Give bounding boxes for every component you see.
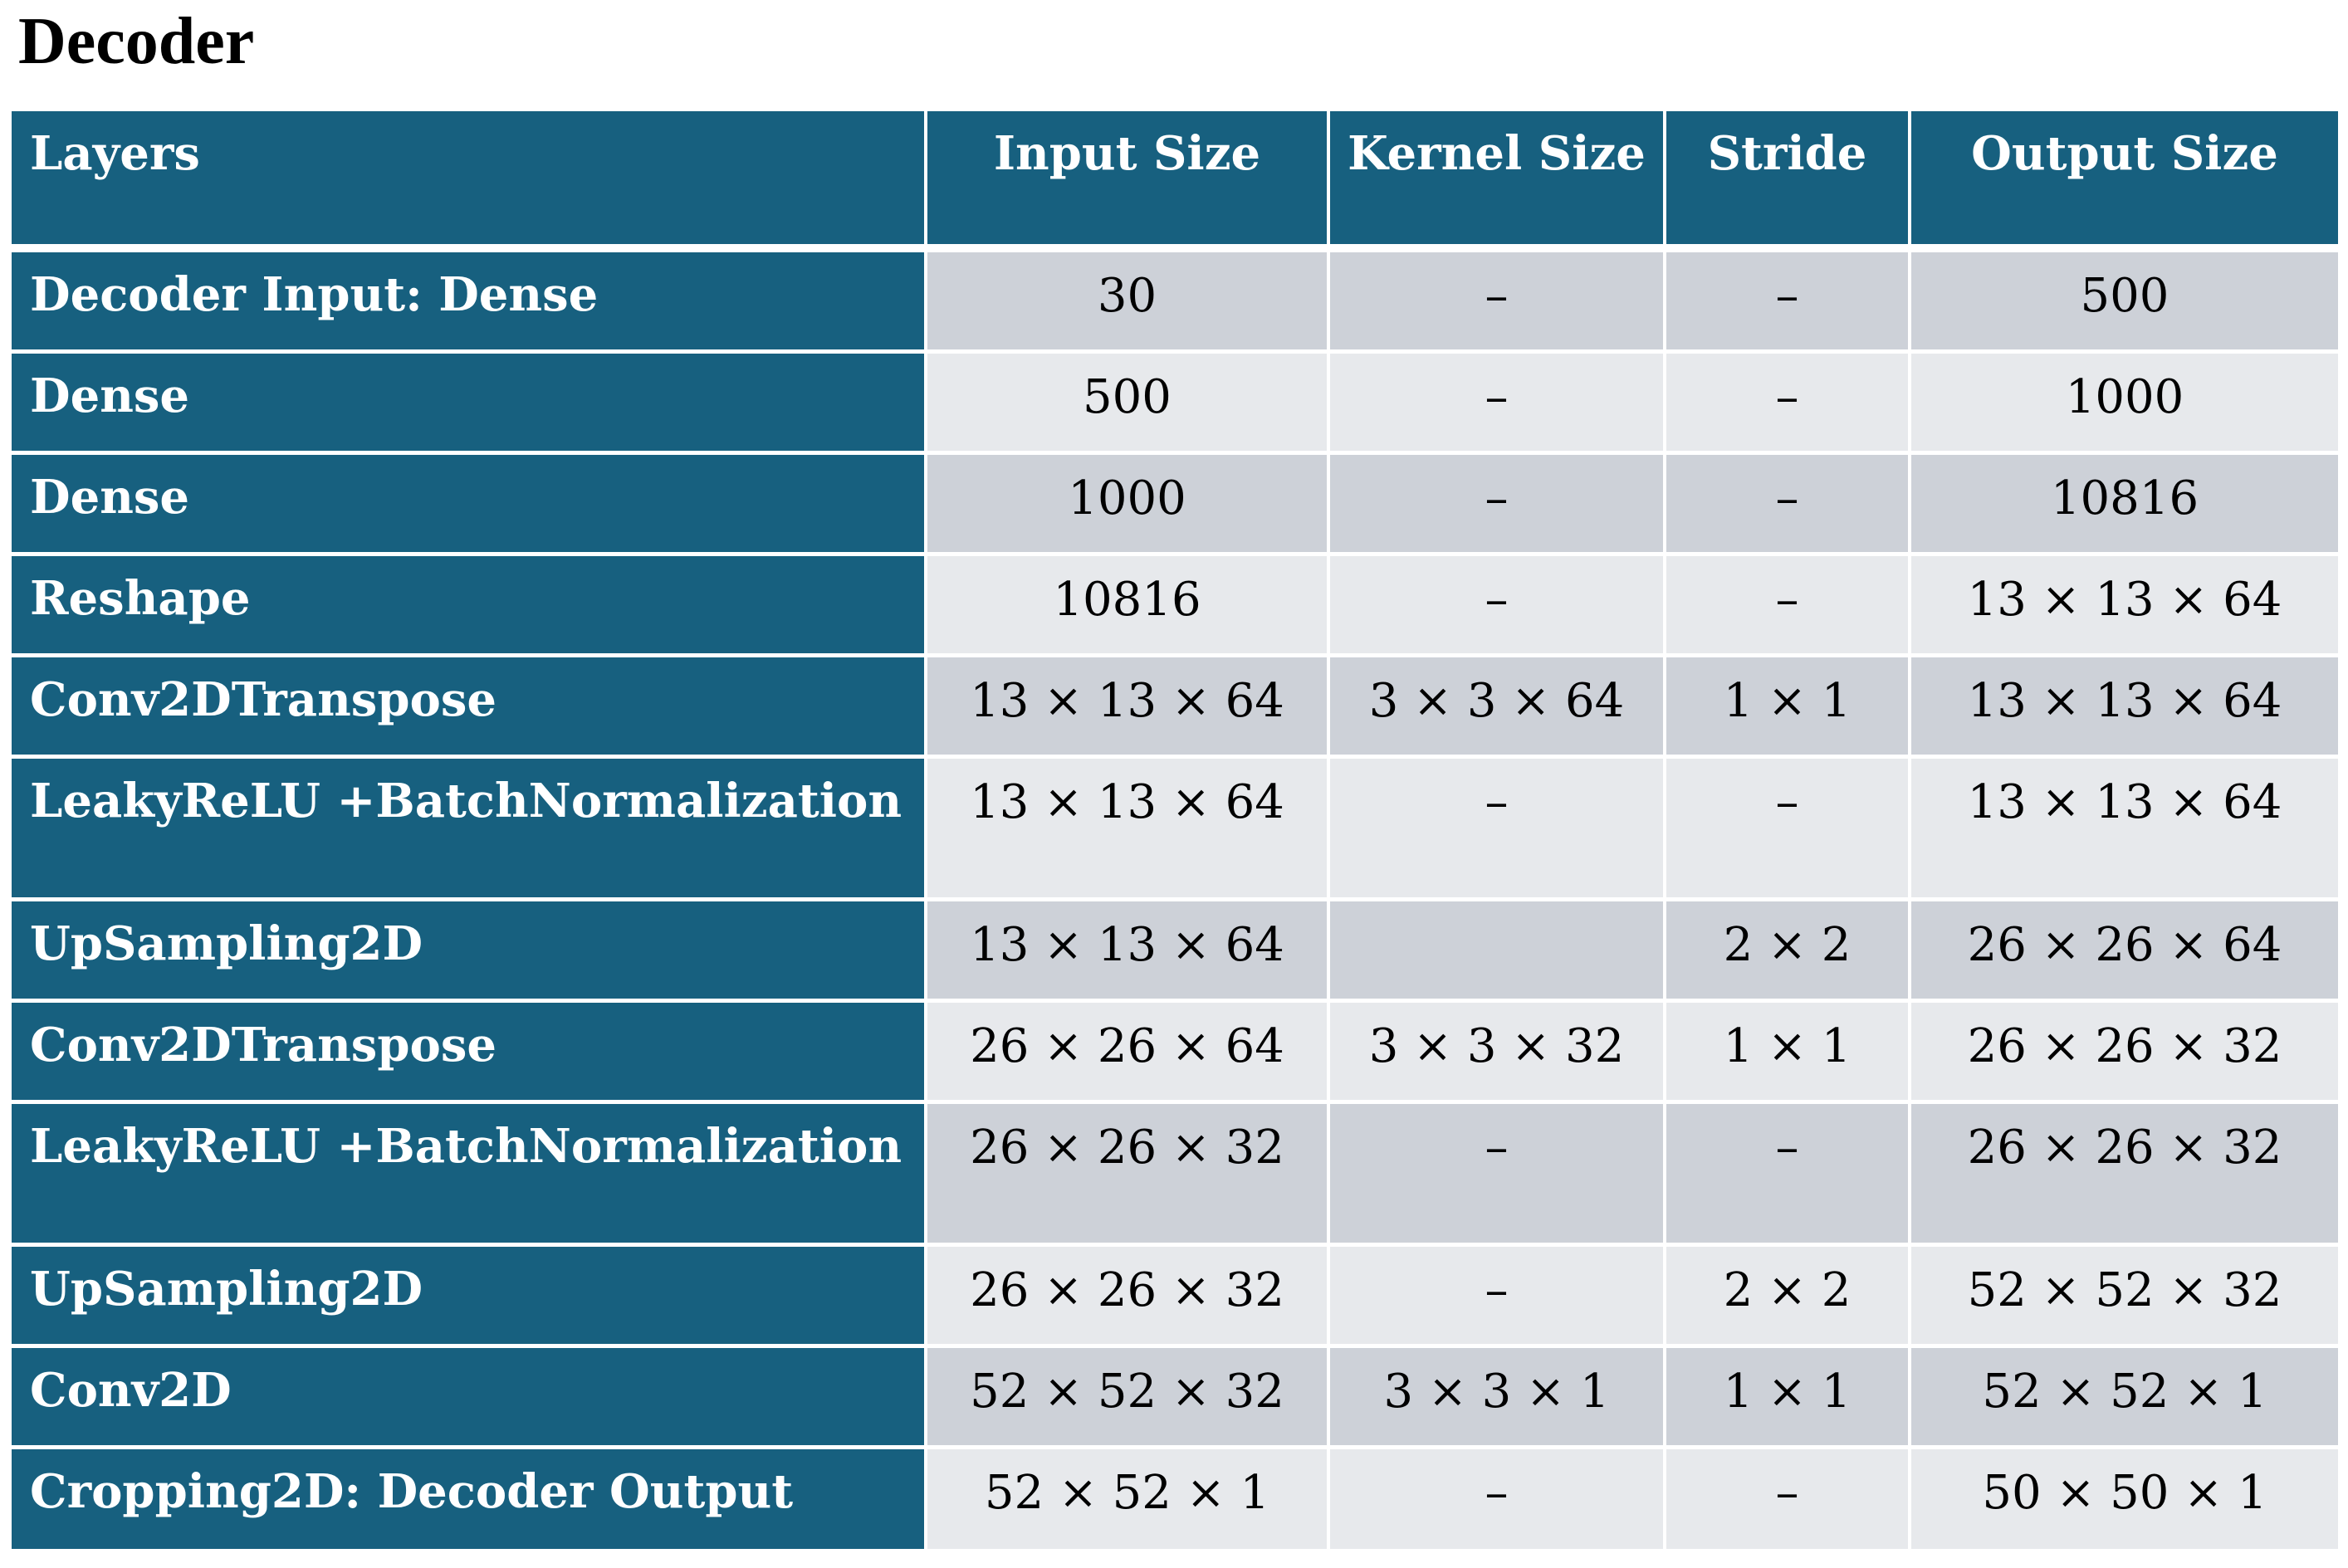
layer-cell: Dense bbox=[12, 354, 927, 455]
layer-cell: UpSampling2D bbox=[12, 901, 927, 1003]
layer-cell: Cropping2D: Decoder Output bbox=[12, 1449, 927, 1549]
kernel-size-cell bbox=[1330, 901, 1666, 1003]
table-row bbox=[12, 1247, 2338, 1348]
output-size-cell: 13 × 13 × 64 bbox=[1911, 759, 2338, 901]
table-row bbox=[12, 901, 2338, 1003]
stride-cell: – bbox=[1666, 455, 1911, 556]
table-row bbox=[12, 1104, 2338, 1247]
table-row bbox=[12, 354, 2338, 455]
input-size-cell: 13 × 13 × 64 bbox=[927, 901, 1330, 1003]
header-row bbox=[12, 111, 2338, 252]
layer-cell: LeakyReLU +BatchNormalization bbox=[12, 759, 927, 901]
layer-cell: Reshape bbox=[12, 556, 927, 657]
input-size-cell: 500 bbox=[927, 354, 1330, 455]
stride-cell: 2 × 2 bbox=[1666, 1247, 1911, 1348]
stride-cell: 1 × 1 bbox=[1666, 657, 1911, 759]
header-input-size: Input Size bbox=[927, 111, 1330, 252]
kernel-size-cell: 3 × 3 × 1 bbox=[1330, 1348, 1666, 1449]
table-row bbox=[12, 759, 2338, 901]
stride-cell: 1 × 1 bbox=[1666, 1003, 1911, 1104]
input-size-cell: 10816 bbox=[927, 556, 1330, 657]
table-row bbox=[12, 455, 2338, 556]
stride-cell: – bbox=[1666, 759, 1911, 901]
input-size-cell: 26 × 26 × 32 bbox=[927, 1247, 1330, 1348]
layer-cell: Decoder Input: Dense bbox=[12, 252, 927, 354]
layer-cell: Conv2D bbox=[12, 1348, 927, 1449]
output-size-cell: 50 × 50 × 1 bbox=[1911, 1449, 2338, 1549]
output-size-cell: 1000 bbox=[1911, 354, 2338, 455]
input-size-cell: 26 × 26 × 64 bbox=[927, 1003, 1330, 1104]
page-title: Decoder bbox=[18, 5, 255, 78]
stride-cell: 2 × 2 bbox=[1666, 901, 1911, 1003]
stride-cell: – bbox=[1666, 1104, 1911, 1247]
input-size-cell: 1000 bbox=[927, 455, 1330, 556]
layer-cell: LeakyReLU +BatchNormalization bbox=[12, 1104, 927, 1247]
header-kernel-size: Kernel Size bbox=[1330, 111, 1666, 252]
kernel-size-cell: – bbox=[1330, 252, 1666, 354]
kernel-size-cell: – bbox=[1330, 1104, 1666, 1247]
stride-cell: – bbox=[1666, 252, 1911, 354]
kernel-size-cell: – bbox=[1330, 455, 1666, 556]
table-row bbox=[12, 252, 2338, 354]
stride-cell: – bbox=[1666, 556, 1911, 657]
stride-cell: – bbox=[1666, 1449, 1911, 1549]
output-size-cell: 52 × 52 × 32 bbox=[1911, 1247, 2338, 1348]
header-output-size: Output Size bbox=[1911, 111, 2338, 252]
table-row bbox=[12, 556, 2338, 657]
stride-cell: – bbox=[1666, 354, 1911, 455]
kernel-size-cell: 3 × 3 × 32 bbox=[1330, 1003, 1666, 1104]
kernel-size-cell: – bbox=[1330, 354, 1666, 455]
stride-cell: 1 × 1 bbox=[1666, 1348, 1911, 1449]
input-size-cell: 30 bbox=[927, 252, 1330, 354]
output-size-cell: 26 × 26 × 32 bbox=[1911, 1104, 2338, 1247]
table-row bbox=[12, 1348, 2338, 1449]
kernel-size-cell: – bbox=[1330, 1247, 1666, 1348]
output-size-cell: 26 × 26 × 32 bbox=[1911, 1003, 2338, 1104]
table-row bbox=[12, 1003, 2338, 1104]
header-stride: Stride bbox=[1666, 111, 1911, 252]
layer-cell: Dense bbox=[12, 455, 927, 556]
kernel-size-cell: – bbox=[1330, 556, 1666, 657]
kernel-size-cell: – bbox=[1330, 759, 1666, 901]
input-size-cell: 52 × 52 × 1 bbox=[927, 1449, 1330, 1549]
layer-cell: UpSampling2D bbox=[12, 1247, 927, 1348]
layer-cell: Conv2DTranspose bbox=[12, 657, 927, 759]
output-size-cell: 26 × 26 × 64 bbox=[1911, 901, 2338, 1003]
input-size-cell: 26 × 26 × 32 bbox=[927, 1104, 1330, 1247]
header-layers: Layers bbox=[12, 111, 927, 252]
output-size-cell: 52 × 52 × 1 bbox=[1911, 1348, 2338, 1449]
input-size-cell: 13 × 13 × 64 bbox=[927, 657, 1330, 759]
input-size-cell: 13 × 13 × 64 bbox=[927, 759, 1330, 901]
decoder-table bbox=[12, 111, 2338, 1549]
input-size-cell: 52 × 52 × 32 bbox=[927, 1348, 1330, 1449]
table-row bbox=[12, 657, 2338, 759]
output-size-cell: 13 × 13 × 64 bbox=[1911, 556, 2338, 657]
kernel-size-cell: 3 × 3 × 64 bbox=[1330, 657, 1666, 759]
kernel-size-cell: – bbox=[1330, 1449, 1666, 1549]
output-size-cell: 13 × 13 × 64 bbox=[1911, 657, 2338, 759]
layer-cell: Conv2DTranspose bbox=[12, 1003, 927, 1104]
output-size-cell: 500 bbox=[1911, 252, 2338, 354]
output-size-cell: 10816 bbox=[1911, 455, 2338, 556]
table-row bbox=[12, 1449, 2338, 1549]
